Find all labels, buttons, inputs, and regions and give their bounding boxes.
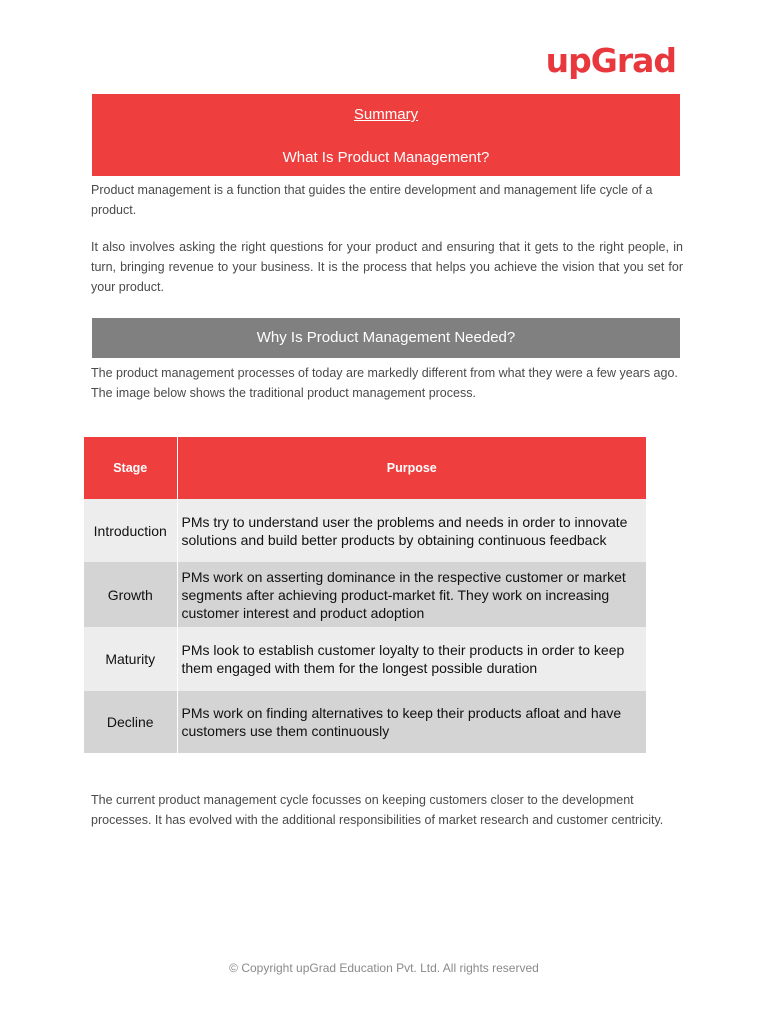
header-stage: Stage xyxy=(84,437,177,499)
intro-paragraph-2: It also involves asking the right questions for your product and ensuring that it gets to the right people, in turn, bringing revenue to your business. It is the process that helps you achieve the vision that you set for your product. xyxy=(91,240,683,294)
stage-cell: Decline xyxy=(84,691,177,753)
table-row xyxy=(84,691,646,753)
header-purpose: Purpose xyxy=(177,437,646,499)
stage-purpose-table xyxy=(84,437,646,753)
summary-label: Summary xyxy=(353,106,419,123)
upgrad-logo: upGrad xyxy=(545,41,676,80)
table-row xyxy=(84,499,646,562)
stage-cell: Introduction xyxy=(84,499,177,562)
why-paragraph: The product management processes of today are markedly different from what they were a few years ago. The image below shows the traditional product management process. xyxy=(91,366,678,400)
intro-paragraph-1: Product management is a function that guides the entire development and management life cycle of a product. xyxy=(91,183,653,217)
purpose-cell: PMs try to understand user the problems and needs in order to innovate solutions and build better products by obtaining continuous feedback xyxy=(177,499,646,562)
closing-paragraph: The current product management cycle focusses on keeping customers closer to the development processes. It has evolved with the additional responsibilities of market research and customer centricity. xyxy=(91,793,664,827)
purpose-cell: PMs work on finding alternatives to keep their products afloat and have customers use them continuously xyxy=(177,691,646,753)
section-title-why-pm: Why Is Product Management Needed? xyxy=(92,318,680,358)
table-header-row xyxy=(84,437,646,499)
stage-cell: Maturity xyxy=(84,627,177,691)
summary-banner xyxy=(92,94,680,176)
copyright-footer: © Copyright upGrad Education Pvt. Ltd. All rights reserved xyxy=(229,961,539,975)
table-row xyxy=(84,562,646,627)
table-row xyxy=(84,627,646,691)
section-title-what-is-pm: What Is Product Management? xyxy=(282,149,490,166)
stage-cell: Growth xyxy=(84,562,177,627)
purpose-cell: PMs work on asserting dominance in the respective customer or market segments after achieving product-market fit. They work on increasing customer interest and product adoption xyxy=(177,562,646,627)
purpose-cell: PMs look to establish customer loyalty to their products in order to keep them engaged with them for the longest possible duration xyxy=(177,627,646,691)
